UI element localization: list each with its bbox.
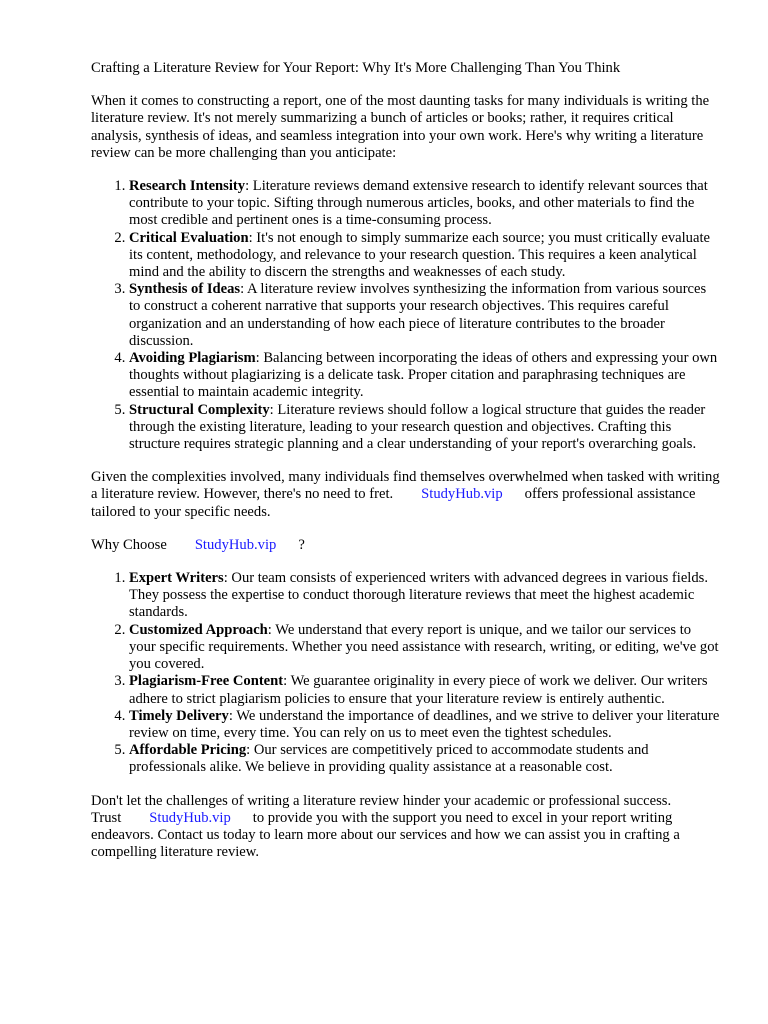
list-item (129, 742, 721, 776)
list-item (129, 622, 721, 674)
list-item-term: Affordable Pricing (129, 742, 247, 759)
studyhub-link[interactable]: StudyHub.vip (194, 536, 277, 553)
list-item-text: : Literature reviews should follow a logical structure that guides the reader through the existing literature, leading to your research question and objectives. Crafting this structure requires strategic planning and a clear understanding of your report's overarching goals. (129, 401, 706, 453)
document-title: Crafting a Literature Review for Your Report: Why It's More Challenging Than You Think (91, 60, 621, 76)
benefits-list (91, 570, 721, 776)
list-item-text: : We understand the importance of deadlines, and we strive to deliver your literature review on time, every time. You can rely on us to meet even the tightest schedules. (129, 707, 720, 741)
challenges-list (91, 178, 721, 453)
closing-text-before: Don't let the challenges of writing a literature review hinder your academic or professional success. Trust (91, 792, 672, 826)
list-item (129, 350, 721, 402)
list-item-text: : Literature reviews demand extensive research to identify relevant sources that contribute to your topic. Sifting through numerous articles, books, and other materials to find the most credible and pertinent ones is a time-consuming process. (129, 178, 708, 229)
list-item (129, 708, 721, 742)
list-item-term: Avoiding Plagiarism (129, 350, 256, 367)
assistance-text-before: Given the complexities involved, many individuals find themselves overwhelmed when tasked with writing a literature review. However, there's no need to fret. (91, 469, 720, 503)
list-item-text: : Our team consists of experienced writers with advanced degrees in various fields. They possess the expertise to conduct thorough literature reviews that meet the highest academic standards. (129, 570, 708, 621)
document-page (91, 60, 721, 877)
why-choose-text: Why Choose (91, 536, 167, 553)
list-item-term: Expert Writers (129, 570, 224, 587)
assistance-text-after: offers professional assistance tailored to your specific needs. (91, 486, 696, 520)
list-item-text: : Balancing between incorporating the ideas of others and expressing your own thoughts without plagiarizing is a delicate task. Proper citation and paraphrasing techniques are essential to maintain academic integrity. (129, 350, 718, 401)
list-item-term: Synthesis of Ideas (129, 281, 241, 298)
closing-paragraph (91, 793, 721, 862)
studyhub-link[interactable]: StudyHub.vip (149, 809, 231, 826)
assistance-paragraph (91, 469, 721, 521)
list-item-term: Timely Delivery (129, 707, 229, 724)
studyhub-link[interactable]: StudyHub.vip (421, 486, 503, 503)
why-choose-heading (91, 537, 721, 554)
list-item-term: Research Intensity (129, 178, 246, 195)
list-item (129, 570, 721, 622)
list-item-text: : A literature review involves synthesizing the information from various sources to construct a coherent narrative that supports your research objectives. This requires careful organization and an understanding of how each piece of literature contributes to the broader discussion. (129, 281, 707, 349)
list-item-term: Plagiarism-Free Content (129, 673, 284, 690)
list-item-text: : It's not enough to simply summarize each source; you must critically evaluate its content, methodology, and relevance to your research question. This requires a keen analytical mind and the ability to discern the strengths and weaknesses of each study. (129, 229, 710, 281)
list-item-text: : We guarantee originality in every piece of work we deliver. Our writers adhere to strict plagiarism policies to ensure that your literature review is entirely authentic. (129, 673, 708, 707)
list-item-term: Customized Approach (129, 621, 268, 638)
list-item-term: Critical Evaluation (129, 229, 249, 246)
closing-text-after: to provide you with the support you need to excel in your report writing endeavors. Contact us today to learn more about our services and how we can assist you in crafting a compelling literature review. (91, 809, 680, 861)
list-item (129, 178, 721, 230)
list-item (129, 402, 721, 454)
list-item-term: Structural Complexity (129, 401, 270, 418)
why-choose-question-mark: ? (298, 536, 305, 553)
intro-paragraph: When it comes to constructing a report, one of the most daunting tasks for many individuals is writing the literature review. It's not merely summarizing a bunch of articles or books; rather, it requires critical analysis, synthesis of ideas, and seamless integration into your own work. Here's why writing a literature review can be more challenging than you anticipate: (91, 93, 710, 161)
list-item (129, 230, 721, 282)
list-item-text: : Our services are competitively priced to accommodate students and professionals alike. We believe in providing quality assistance at a reasonable cost. (129, 742, 649, 776)
list-item (129, 281, 721, 350)
list-item (129, 673, 721, 707)
list-item-text: : We understand that every report is unique, and we tailor our services to your specific requirements. Whether you need assistance with research, writing, or editing, we've got you covered. (129, 621, 719, 673)
